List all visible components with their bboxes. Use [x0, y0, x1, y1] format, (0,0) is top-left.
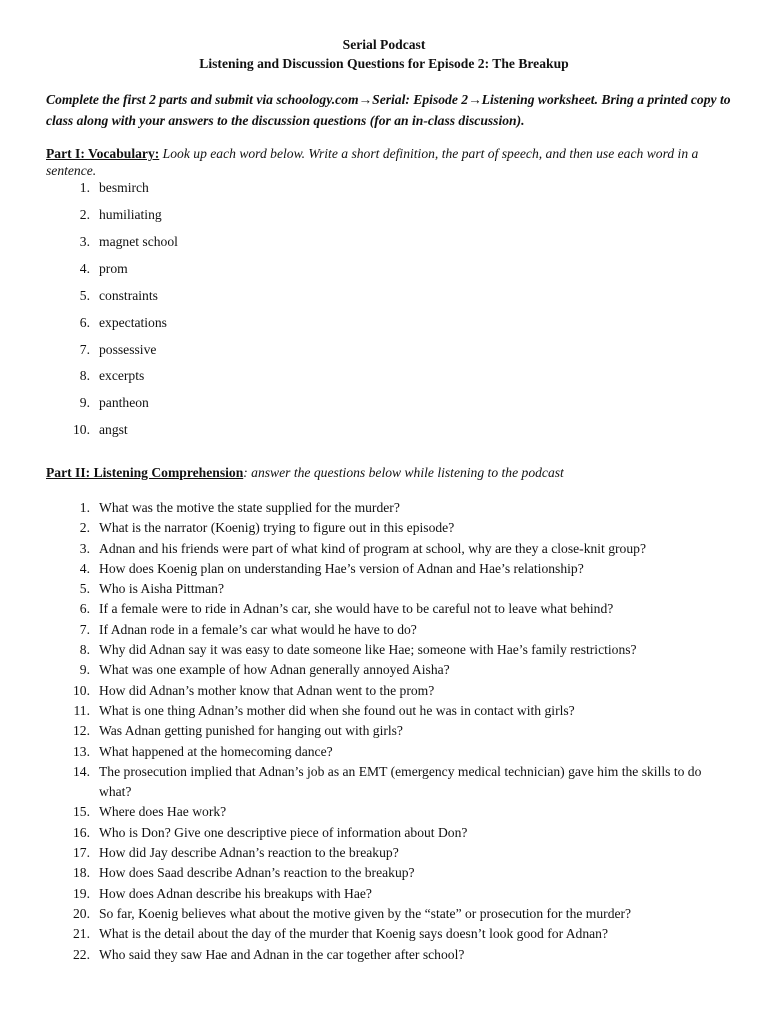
list-item: 4. prom — [79, 261, 128, 276]
list-item: 9. pantheon — [79, 395, 149, 410]
list-item: 18. How does Saad describe Adnan’s reaction to the breakup? — [73, 865, 415, 881]
document-title: Serial Podcast — [342, 37, 426, 52]
part2-label: Part II: Listening Comprehension — [46, 465, 244, 480]
list-item: 2. humiliating — [79, 207, 162, 222]
list-item: 20. So far, Koenig believes what about the motive given by the “state” or prosecution for the murder? — [73, 905, 632, 921]
list-item: 5. Who is Aisha Pittman? — [79, 581, 224, 597]
part2-heading — [46, 465, 736, 481]
list-item: 7. If Adnan rode in a female’s car what would he have to do? — [79, 621, 417, 637]
list-item: 22. Who said they saw Hae and Adnan in the car together after school? — [73, 946, 465, 962]
list-item: 6. expectations — [79, 315, 167, 330]
list-item: 16. Who is Don? Give one descriptive piece of information about Don? — [73, 824, 468, 840]
part1-label: Part I: Vocabulary: — [46, 146, 160, 161]
list-item: 10. angst — [73, 422, 128, 437]
list-item: 19. How does Adnan describe his breakups with Hae? — [73, 885, 372, 901]
list-item: 6. If a female were to ride in Adnan’s car, she would have to be careful not to leave what behind? — [79, 601, 614, 617]
list-item: 15. Where does Hae work? — [73, 804, 227, 820]
arrow-icon: → — [358, 92, 373, 107]
list-item: 3. magnet school — [79, 234, 178, 249]
list-item: 9. What was one example of how Adnan generally annoyed Aisha? — [79, 662, 450, 678]
instructions-part-b: Serial: Episode 2 — [372, 92, 469, 107]
instructions — [46, 89, 736, 131]
document-subtitle: Listening and Discussion Questions for Episode 2: The Breakup — [199, 56, 569, 71]
list-item: 13. What happened at the homecoming dance? — [73, 743, 333, 759]
list-item: 1. besmirch — [79, 180, 149, 195]
list-item: 14. The prosecution implied that Adnan’s job as an EMT (emergency medical technician) gave him the skills to do what? — [73, 763, 702, 800]
list-item: 8. Why did Adnan say it was easy to date someone like Hae; someone with Hae’s family restrictions? — [79, 642, 637, 658]
list-item: 17. How did Jay describe Adnan’s reaction to the breakup? — [73, 845, 399, 861]
list-item: 12. Was Adnan getting punished for hanging out with girls? — [73, 723, 403, 739]
list-item: 11. What is one thing Adnan’s mother did when she found out he was in contact with girls? — [73, 702, 575, 718]
instructions-part-a: Complete the first 2 parts and submit via schoology.com — [46, 92, 359, 107]
list-item: 10. How did Adnan’s mother know that Adnan went to the prom? — [73, 682, 435, 698]
questions-list — [46, 498, 706, 965]
part2-instruction: : answer the questions below while listening to the podcast — [243, 465, 564, 480]
list-item: 1. What was the motive the state supplied for the murder? — [79, 500, 400, 515]
list-item: 2. What is the narrator (Koenig) trying to figure out in this episode? — [79, 520, 455, 536]
list-item: 3. Adnan and his friends were part of what kind of program at school, why are they a close-knit group? — [79, 540, 646, 556]
list-item: 8. excerpts — [79, 368, 145, 383]
part1-heading — [46, 145, 726, 179]
list-item: 21. What is the detail about the day of the murder that Koenig says doesn’t look good for Adnan? — [73, 926, 609, 942]
part1-instruction: Look up each word below. Write a short definition, the part of speech, and then use each word in a sentence. — [46, 146, 699, 178]
instructions-part-c: Listening worksheet. Bring a printed copy to class along with your answers to the discussion questions (for an in-class discussion). — [46, 92, 731, 128]
list-item: 7. possessive — [79, 342, 157, 357]
list-item: 4. How does Koenig plan on understanding Hae’s version of Adnan and Hae’s relationship? — [79, 560, 584, 576]
list-item: 5. constraints — [79, 288, 158, 303]
arrow-icon: → — [468, 92, 482, 107]
